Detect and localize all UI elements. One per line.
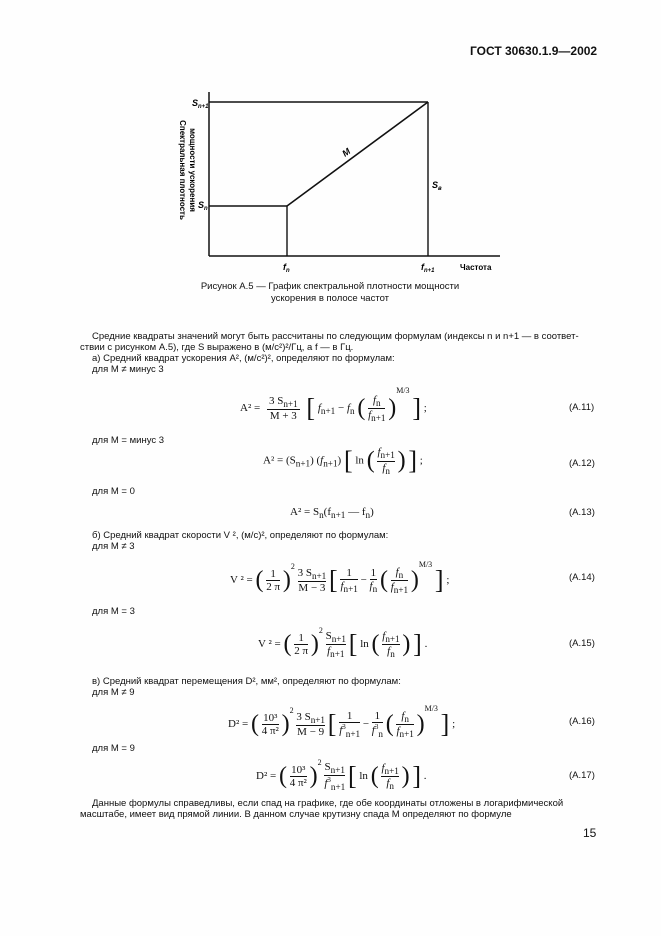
equation-a16: D² = ( $\frac{\text{10³}}{\text{4 π²}}$ )$^2$ $\frac{3 S_{n+1}}{M - 9}$ [ $\frac{1}{f^3_{n+1}}$ − $\frac{1}{f^3_n}$ ( $\frac{f_n}{f_{n+1}}$ )$^{M/3}$ ] ; <box>228 704 456 740</box>
equation-a15: V ² = ( $\frac{1}{2 \pi}$ )$^2$ $\frac{S_{n+1}}{f_{n+1}}$ [ ln ( $\frac{f_{n+1}}{f_n}$ ) ] . <box>258 626 428 660</box>
intro-line2: ствии с рисунком А.5), где S выражено в (м/с²)²/Гц, а f — в Гц. <box>80 342 354 353</box>
condition-b2: для M = 3 <box>92 606 135 617</box>
label-s-n1: $S_{n+1}$ <box>192 98 209 110</box>
label-f-n: $f_n$ <box>283 262 290 274</box>
x-axis-label: Частота <box>460 263 492 272</box>
section-b-heading: б) Средний квадрат скорости V ², (м/с)², определяют по формулам: <box>92 530 389 541</box>
y-axis-label-line1: Спектральная плотность <box>178 120 187 220</box>
page-number: 15 <box>583 826 597 840</box>
equation-number-a16: (А.16) <box>569 716 595 727</box>
equation-number-a15: (А.15) <box>569 638 595 649</box>
outro-line1: Данные формулы справедливы, если спад на графике, где обе координаты отложены в логарифмической <box>92 798 564 809</box>
equation-number-a17: (А.17) <box>569 770 595 781</box>
equation-number-a11: (А.11) <box>569 402 595 413</box>
condition-a1: для M ≠ минус 3 <box>92 364 164 375</box>
figure-caption-line1: Рисунок А.5 — График спектральной плотности мощности <box>200 281 460 292</box>
equation-number-a14: (А.14) <box>569 572 595 583</box>
equation-number-a13: (А.13) <box>569 507 595 518</box>
equation-a17: D² = ( $\frac{\text{10³}}{\text{4 π²}}$ )$^2$ $\frac{S_{n+1}}{f^3_{n+1}}$ [ ln ( $\frac{f_{n+1}}{f_n}$ ) ] . <box>256 758 427 792</box>
label-m: M <box>340 146 353 159</box>
figure-caption-line2: ускорения в полосе частот <box>270 293 389 304</box>
equation-a14: V ² = ( $\frac{1}{2 \pi}$ )$^2$ $\frac{3 S_{n+1}}{M - 3}$ [ $\frac{1}{f_{n+1}}$ − $\frac{1}{f_n}$ ( $\frac{f_n}{f_{n+1}}$ )$^{M/3}$ ] ; <box>230 560 450 596</box>
condition-c2: для M = 9 <box>92 743 135 754</box>
condition-c1: для M ≠ 9 <box>92 687 135 698</box>
label-s-n: $S_n$ <box>198 200 208 212</box>
figure-caption <box>150 281 510 305</box>
slope-line-m <box>287 102 428 206</box>
equation-a12: $A^2 = (S_{n+1})$ $(f_{n+1})$ [ ln ( $\frac{f_{n+1}}{f_n}$ ) ] ; <box>263 446 423 476</box>
label-s-b: $S_в$ <box>432 180 442 192</box>
equation-a11: A² = $\frac{3 S_{n+1}}{M + 3}$ [ $f_{n+1} - f_n$ ( $\frac{f_n}{f_{n+1}}$ )$^{M/3}$ ] ; <box>240 386 427 424</box>
label-f-n1: $f_{n+1}$ <box>421 262 435 274</box>
condition-b1: для M ≠ 3 <box>92 541 135 552</box>
document-header: ГОСТ 30630.1.9—2002 <box>470 44 598 58</box>
condition-a3: для M = 0 <box>92 486 135 497</box>
outro-line2: масштабе, имеет вид прямой линии. В данном случае крутизну спада M определяют по формуле <box>80 809 512 820</box>
y-axis-label-line2: мощности ускорения <box>188 128 197 212</box>
condition-a2: для M = минус 3 <box>92 435 165 446</box>
section-c-heading: в) Средний квадрат перемещения D², мм², определяют по формулам: <box>92 676 401 687</box>
intro-line1: Средние квадраты значений могут быть рассчитаны по следующим формулам (индексы n и n+1 — в соответ- <box>92 331 579 342</box>
equation-a13: $A^2 = S_n(f_{n+1}$ — $f_n$) <box>290 506 374 521</box>
equation-number-a12: (А.12) <box>569 458 595 469</box>
section-a-heading: а) Средний квадрат ускорения A², (м/с²)², определяют по формулам: <box>92 353 395 364</box>
spectral-density-chart <box>160 90 510 280</box>
